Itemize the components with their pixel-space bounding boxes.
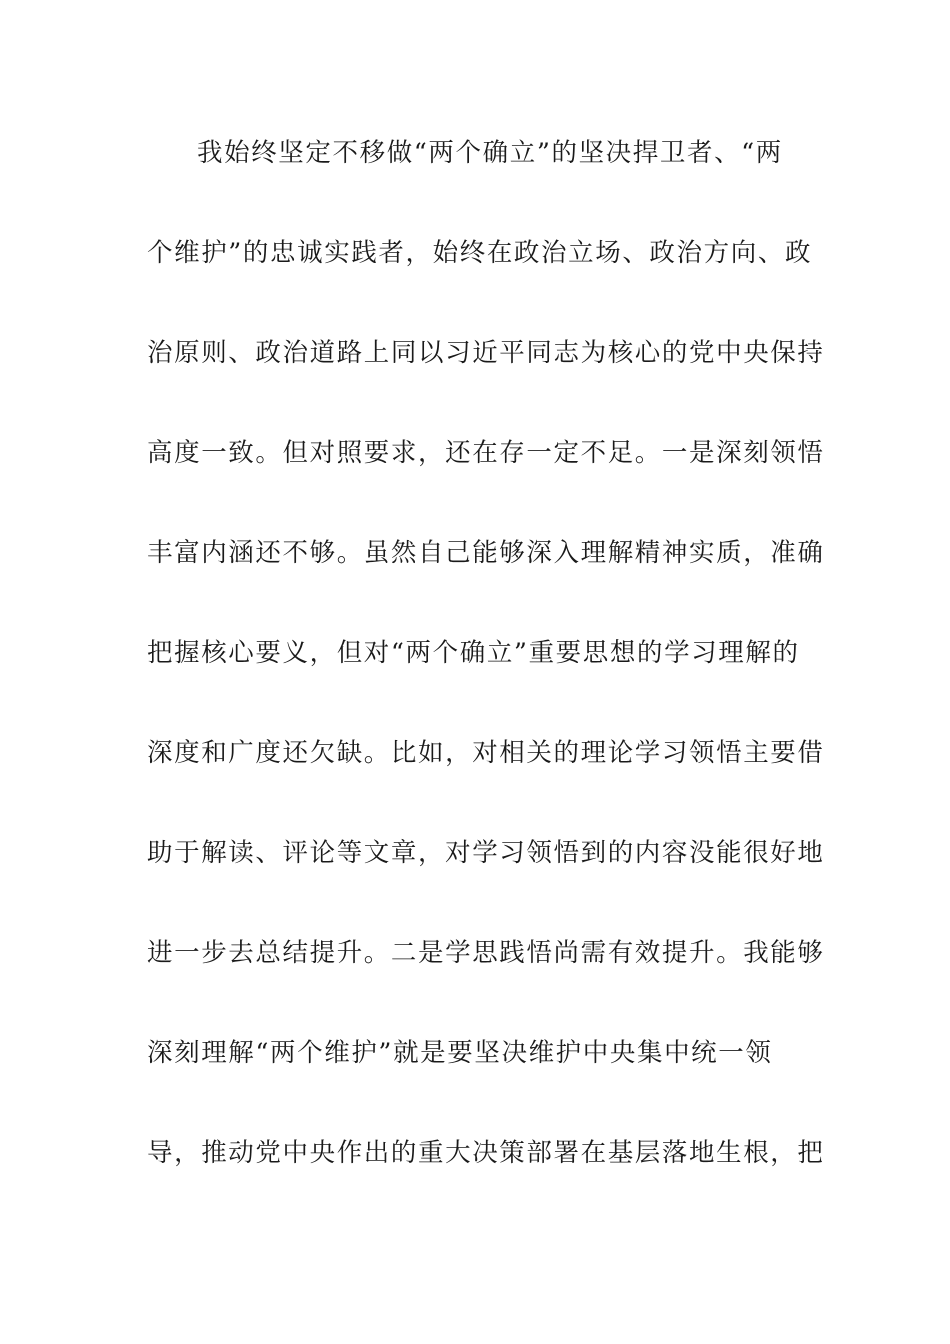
paragraph-line: 个维护”的忠诚实践者，始终在政治立场、政治方向、政 [147, 238, 813, 268]
paragraph-line: 治原则、政治道路上同以习近平同志为核心的党中央保持 [147, 338, 825, 368]
paragraph-line: 进一步去总结提升。二是学思践悟尚需有效提升。我能够 [147, 938, 825, 968]
paragraph-line: 把握核心要义，但对“两个确立”重要思想的学习理解的 [147, 638, 800, 668]
paragraph-line: 助于解读、评论等文章，对学习领悟到的内容没能很好地 [147, 838, 825, 868]
paragraph-line: 丰富内涵还不够。虽然自己能够深入理解精神实质，准确 [147, 538, 825, 568]
paragraph-line: 我始终坚定不移做“两个确立”的坚决捍卫者、“两 [197, 138, 783, 168]
paragraph-line: 高度一致。但对照要求，还在存一定不足。一是深刻领悟 [147, 438, 825, 468]
paragraph-line: 导，推动党中央作出的重大决策部署在基层落地生根，把 [147, 1138, 825, 1168]
paragraph-line: 深度和广度还欠缺。比如，对相关的理论学习领悟主要借 [147, 738, 825, 768]
paragraph-line: 深刻理解“两个维护”就是要坚决维护中央集中统一领 [147, 1038, 773, 1068]
